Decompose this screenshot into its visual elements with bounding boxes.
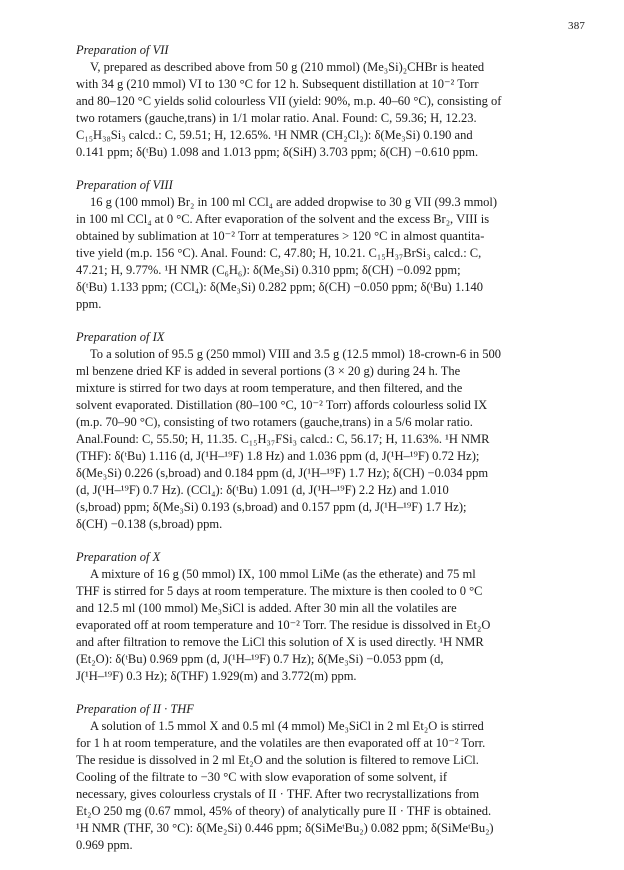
text-line: and after filtration to remove the LiCl this solution of X is used directly. ¹H NMR [76, 635, 484, 649]
section-heading: Preparation of VIII [76, 178, 173, 192]
text-line: 0.141 ppm; δ(ᵗBu) 1.098 and 1.013 ppm; δ(SiH) 3.703 ppm; δ(CH) −0.610 ppm. [76, 145, 479, 159]
text-line: Cooling of the filtrate to −30 °C with slow evaporation of some solvent, if [76, 770, 448, 784]
section-preparation-vii [76, 42, 568, 161]
text-line: A mixture of 16 g (50 mmol) IX, 100 mmol LiMe (as the etherate) and 75 ml [90, 567, 476, 581]
text-line: C₁₅H₃₈Si₃ calcd.: C, 59.51; H, 12.65%. ¹H NMR (CH₂Cl₂): δ(Me₃Si) 0.190 and [76, 128, 473, 142]
text-line: ¹H NMR (THF, 30 °C): δ(Me₂Si) 0.446 ppm; δ(SiMeᵗBu₂) 0.082 ppm; δ(SiMeᵗBu₂) [76, 821, 494, 835]
section-heading: Preparation of VII [76, 43, 169, 57]
text-line: two rotamers (gauche,trans) in 1/1 molar ratio. Anal. Found: C, 59.36; H, 12.23. [76, 111, 477, 125]
text-line: (s,broad) ppm; δ(Me₃Si) 0.193 (s,broad) and 0.157 ppm (d, J(¹H–¹⁹F) 1.7 Hz); [76, 500, 467, 514]
text-line: ml benzene dried KF is added in several portions (3 × 20 g) during 24 h. The [76, 364, 461, 378]
text-line: for 1 h at room temperature, and the volatiles are then evaporated off at 10⁻² Torr. [76, 736, 486, 750]
section-heading: Preparation of X [76, 550, 161, 564]
text-line: V, prepared as described above from 50 g (210 mmol) (Me₃Si)₂CHBr is heated [90, 60, 485, 74]
section-heading: Preparation of II · THF [76, 702, 194, 716]
text-line: (m.p. 70–90 °C), consisting of two rotamers (gauche,trans) in a 5/6 molar ratio. [76, 415, 473, 429]
text-line: solvent evaporated. Distillation (80–100 °C, 10⁻² Torr) affords colourless solid IX [76, 398, 488, 412]
text-line: Anal.Found: C, 55.50; H, 11.35. C₁₅H₃₇FSi₃ calcd.: C, 56.17; H, 11.63%. ¹H NMR [76, 432, 490, 446]
text-line: evaporated off at room temperature and 10⁻² Torr. The residue is dissolved in Et₂O [76, 618, 491, 632]
text-line: in 100 ml CCl₄ at 0 °C. After evaporation of the solvent and the excess Br₂, VIII is [76, 212, 490, 226]
section-preparation-x [76, 549, 568, 685]
text-line: Et₂O 250 mg (0.67 mmol, 45% of theory) of analytically pure II · THF is obtained. [76, 804, 492, 818]
text-line: tive yield (m.p. 156 °C). Anal. Found: C, 47.80; H, 10.21. C₁₅H₃₇BrSi₃ calcd.: C, [76, 246, 482, 260]
text-line: (THF): δ(ᵗBu) 1.116 (d, J(¹H–¹⁹F) 1.8 Hz) and 1.036 ppm (d, J(¹H–¹⁹F) 0.72 Hz); [76, 449, 480, 463]
section-heading: Preparation of IX [76, 330, 165, 344]
page-number: 387 [568, 20, 586, 32]
section-paragraph [76, 59, 568, 161]
text-line: necessary, gives colourless crystals of II · THF. After two recrystallizations from [76, 787, 480, 801]
text-line: 47.21; H, 9.77%. ¹H NMR (C₆H₆): δ(Me₃Si) 0.310 ppm; δ(CH) −0.092 ppm; [76, 263, 461, 277]
text-line: and 12.5 ml (100 mmol) Me₃SiCl is added. After 30 min all the volatiles are [76, 601, 457, 615]
text-line: obtained by sublimation at 10⁻² Torr at temperatures > 120 °C in almost quantita- [76, 229, 485, 243]
text-line: To a solution of 95.5 g (250 mmol) VIII and 3.5 g (12.5 mmol) 18-crown-6 in 500 [90, 347, 501, 361]
section-paragraph [76, 346, 568, 533]
section-preparation-ii-thf [76, 701, 568, 854]
text-line: δ(ᵗBu) 1.133 ppm; (CCl₄): δ(Me₃Si) 0.282 ppm; δ(CH) −0.050 ppm; δ(ᵗBu) 1.140 [76, 280, 483, 294]
text-line: mixture is stirred for two days at room temperature, and then filtered, and the [76, 381, 463, 395]
text-line: δ(Me₃Si) 0.226 (s,broad) and 0.184 ppm (d, J(¹H–¹⁹F) 1.7 Hz); δ(CH) −0.034 ppm [76, 466, 489, 480]
section-paragraph [76, 718, 568, 854]
section-paragraph [76, 566, 568, 685]
text-line: A solution of 1.5 mmol X and 0.5 ml (4 mmol) Me₃SiCl in 2 ml Et₂O is stirred [90, 719, 484, 733]
page-body [76, 42, 568, 870]
text-line: ppm. [76, 297, 102, 311]
text-line: with 34 g (210 mmol) VI to 130 °C for 12 h. Subsequent distillation at 10⁻² Torr [76, 77, 479, 91]
text-line: δ(CH) −0.138 (s,broad) ppm. [76, 517, 223, 531]
text-line: (d, J(¹H–¹⁹F) 0.7 Hz). (CCl₄): δ(ᵗBu) 1.091 (d, J(¹H–¹⁹F) 2.2 Hz) and 1.010 [76, 483, 449, 497]
text-line: J(¹H–¹⁹F) 0.3 Hz); δ(THF) 1.929(m) and 3.772(m) ppm. [76, 669, 357, 683]
text-line: 0.969 ppm. [76, 838, 133, 852]
text-line: and 80–120 °C yields solid colourless VII (yield: 90%, m.p. 40–60 °C), consisting of [76, 94, 502, 108]
text-line: The residue is dissolved in 2 ml Et₂O and the solution is filtered to remove LiCl. [76, 753, 479, 767]
text-line: 16 g (100 mmol) Br₂ in 100 ml CCl₄ are added dropwise to 30 g VII (99.3 mmol) [90, 195, 498, 209]
text-line: (Et₂O): δ(ᵗBu) 0.969 ppm (d, J(¹H–¹⁹F) 0.7 Hz); δ(Me₃Si) −0.053 ppm (d, [76, 652, 444, 666]
section-preparation-ix [76, 329, 568, 533]
section-preparation-viii [76, 177, 568, 313]
section-paragraph [76, 194, 568, 313]
text-line: THF is stirred for 5 days at room temperature. The mixture is then cooled to 0 °C [76, 584, 483, 598]
